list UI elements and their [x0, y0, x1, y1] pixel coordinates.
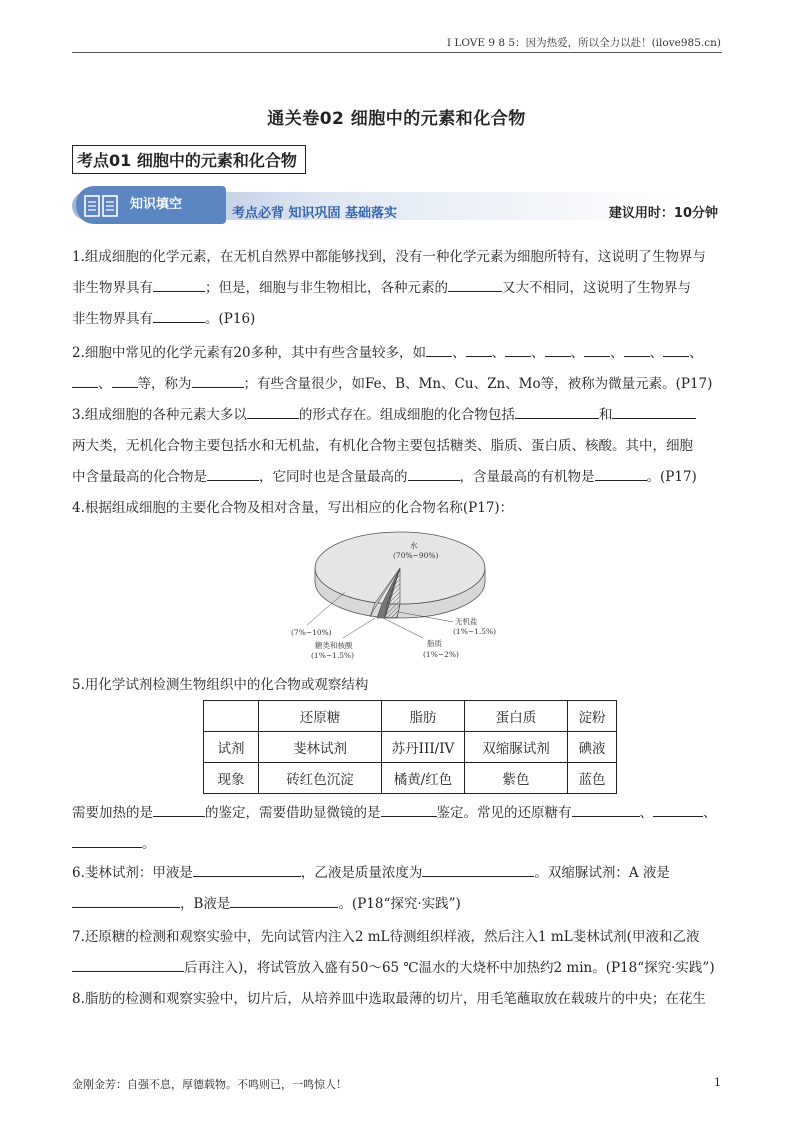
- page-header: I LOVE 9 8 5：因为热爱，所以全力以赴！(ilove985.cn): [446, 37, 721, 49]
- blank[interactable]: [612, 403, 696, 419]
- table-row: 现象 砖红色沉淀 橘黄/红色 紫色 蓝色: [204, 763, 617, 794]
- blank[interactable]: [448, 276, 502, 292]
- label-sugar: 糖类和核酸: [315, 641, 353, 650]
- knowledge-banner: [72, 186, 724, 230]
- blank[interactable]: [72, 372, 98, 388]
- q3-line3: 中含量最高的化合物是 ，它同时也是含量最高的 ，含量最高的有机物是 。(P17): [72, 462, 722, 493]
- blank[interactable]: [72, 956, 184, 972]
- label-water-pct: (70%~90%): [393, 551, 439, 560]
- page-number: 1: [714, 1076, 721, 1089]
- blank[interactable]: [466, 341, 492, 357]
- blank[interactable]: [422, 861, 534, 877]
- header-divider: [72, 52, 722, 53]
- blank[interactable]: [247, 403, 299, 419]
- section-heading: 考点01 细胞中的元素和化合物: [72, 145, 306, 174]
- blank[interactable]: [207, 465, 259, 481]
- label-left-pct: (7%~10%): [291, 628, 332, 637]
- blank[interactable]: [381, 801, 437, 817]
- question-3: [72, 400, 722, 493]
- blank[interactable]: [653, 801, 703, 817]
- banner-badge: [76, 186, 226, 224]
- banner-subtitle: 考点必背 知识巩固 基础落实: [232, 206, 398, 221]
- label-water: 水: [410, 541, 418, 550]
- label-salt: 无机盐: [455, 617, 478, 626]
- footer-motto: 金刚金芳：自强不息，厚德载物。不鸣则已，一鸣惊人！: [72, 1078, 347, 1091]
- q2-line2: 、 等，称为 ；有些含量很少，如Fe、B、Mn、Cu、Zn、Mo等，被称为微量元素。(P17): [72, 369, 722, 400]
- badge-label: 知识填空: [130, 197, 183, 212]
- table-header-row: 还原糖 脂肪 蛋白质 淀粉: [204, 701, 617, 732]
- blank[interactable]: [595, 465, 647, 481]
- q5-line2: 。: [72, 829, 722, 860]
- q6-line2: ，B液是 。(P18“探究·实践”): [72, 889, 722, 920]
- book-icon: [84, 194, 118, 218]
- blank[interactable]: [515, 403, 599, 419]
- blank[interactable]: [72, 892, 180, 908]
- q6-line1: 6.斐林试剂：甲液是 ，乙液是质量浓度为 。双缩脲试剂：A 液是: [72, 858, 722, 889]
- question-7: [72, 922, 722, 984]
- q2-line1: 2.细胞中常见的化学元素有20多种，其中有些含量较多，如 、 、 、 、 、 、 、: [72, 338, 722, 369]
- blank[interactable]: [426, 341, 452, 357]
- q7-line2: 后再注入)，将试管放入盛有50～65 ℃温水的大烧杯中加热约2 min。(P18“探究·实践”): [72, 953, 722, 984]
- blank[interactable]: [230, 892, 338, 908]
- label-sugar-pct: (1%~1.5%): [311, 651, 355, 660]
- blank[interactable]: [153, 307, 205, 323]
- blank[interactable]: [193, 861, 301, 877]
- suggested-time: 建议用时：10分钟: [608, 206, 718, 221]
- q3-line1: 3.组成细胞的各种元素大多以 的形式存在。组成细胞的化合物包括 和: [72, 400, 722, 431]
- q1-line2: 非生物界具有 ；但是，细胞与非生物相比，各种元素的 又大不相同，这说明了生物界与: [72, 273, 722, 304]
- label-lipid-pct: (1%~2%): [423, 650, 459, 659]
- question-2: [72, 338, 722, 400]
- question-5-body: [72, 798, 722, 860]
- q7-line1: 7.还原糖的检测和观察实验中，先向试管内注入2 mL待测组织样液，然后注入1 mL斐林试剂(甲液和乙液: [72, 929, 700, 945]
- blank[interactable]: [545, 341, 571, 357]
- question-8: 8.脂肪的检测和观察实验中，切片后，从培养皿中选取最薄的切片，用毛笔蘸取放在载玻片的中央；在花生: [72, 991, 706, 1007]
- question-6: [72, 858, 722, 920]
- question-4: 4.根据组成细胞的主要化合物及相对含量，写出相应的化合物名称(P17)：: [72, 500, 514, 516]
- page-title: 通关卷02 细胞中的元素和化合物: [267, 109, 526, 129]
- q5-line1: 需要加热的是 的鉴定，需要借助显微镜的是 鉴定。常见的还原糖有 、 、: [72, 798, 722, 829]
- blank[interactable]: [153, 276, 205, 292]
- blank[interactable]: [584, 341, 610, 357]
- blank[interactable]: [72, 832, 142, 848]
- blank[interactable]: [153, 801, 205, 817]
- reagent-table: [203, 700, 617, 794]
- q1-line3: 非生物界具有 。(P16): [72, 304, 722, 335]
- label-lipid: 脂质: [427, 639, 442, 648]
- question-1: [72, 242, 722, 335]
- blank[interactable]: [192, 372, 244, 388]
- blank[interactable]: [663, 341, 689, 357]
- blank[interactable]: [112, 372, 138, 388]
- q3-line2: 两大类，无机化合物主要包括水和无机盐，有机化合物主要包括糖类、脂质、蛋白质、核酸。其中，细胞: [72, 438, 693, 454]
- blank[interactable]: [505, 341, 531, 357]
- blank[interactable]: [624, 341, 650, 357]
- question-5-intro: 5.用化学试剂检测生物组织中的化合物或观察结构: [72, 677, 369, 693]
- compound-pie-figure: [285, 520, 515, 660]
- label-salt-pct: (1%~1.5%): [453, 627, 497, 636]
- blank[interactable]: [572, 801, 640, 817]
- blank[interactable]: [408, 465, 460, 481]
- table-row: 试剂 斐林试剂 苏丹III/IV 双缩脲试剂 碘液: [204, 732, 617, 763]
- q1-line1: 1.组成细胞的化学元素，在无机自然界中都能够找到，没有一种化学元素为细胞所特有，这说明了生物界与: [72, 249, 706, 265]
